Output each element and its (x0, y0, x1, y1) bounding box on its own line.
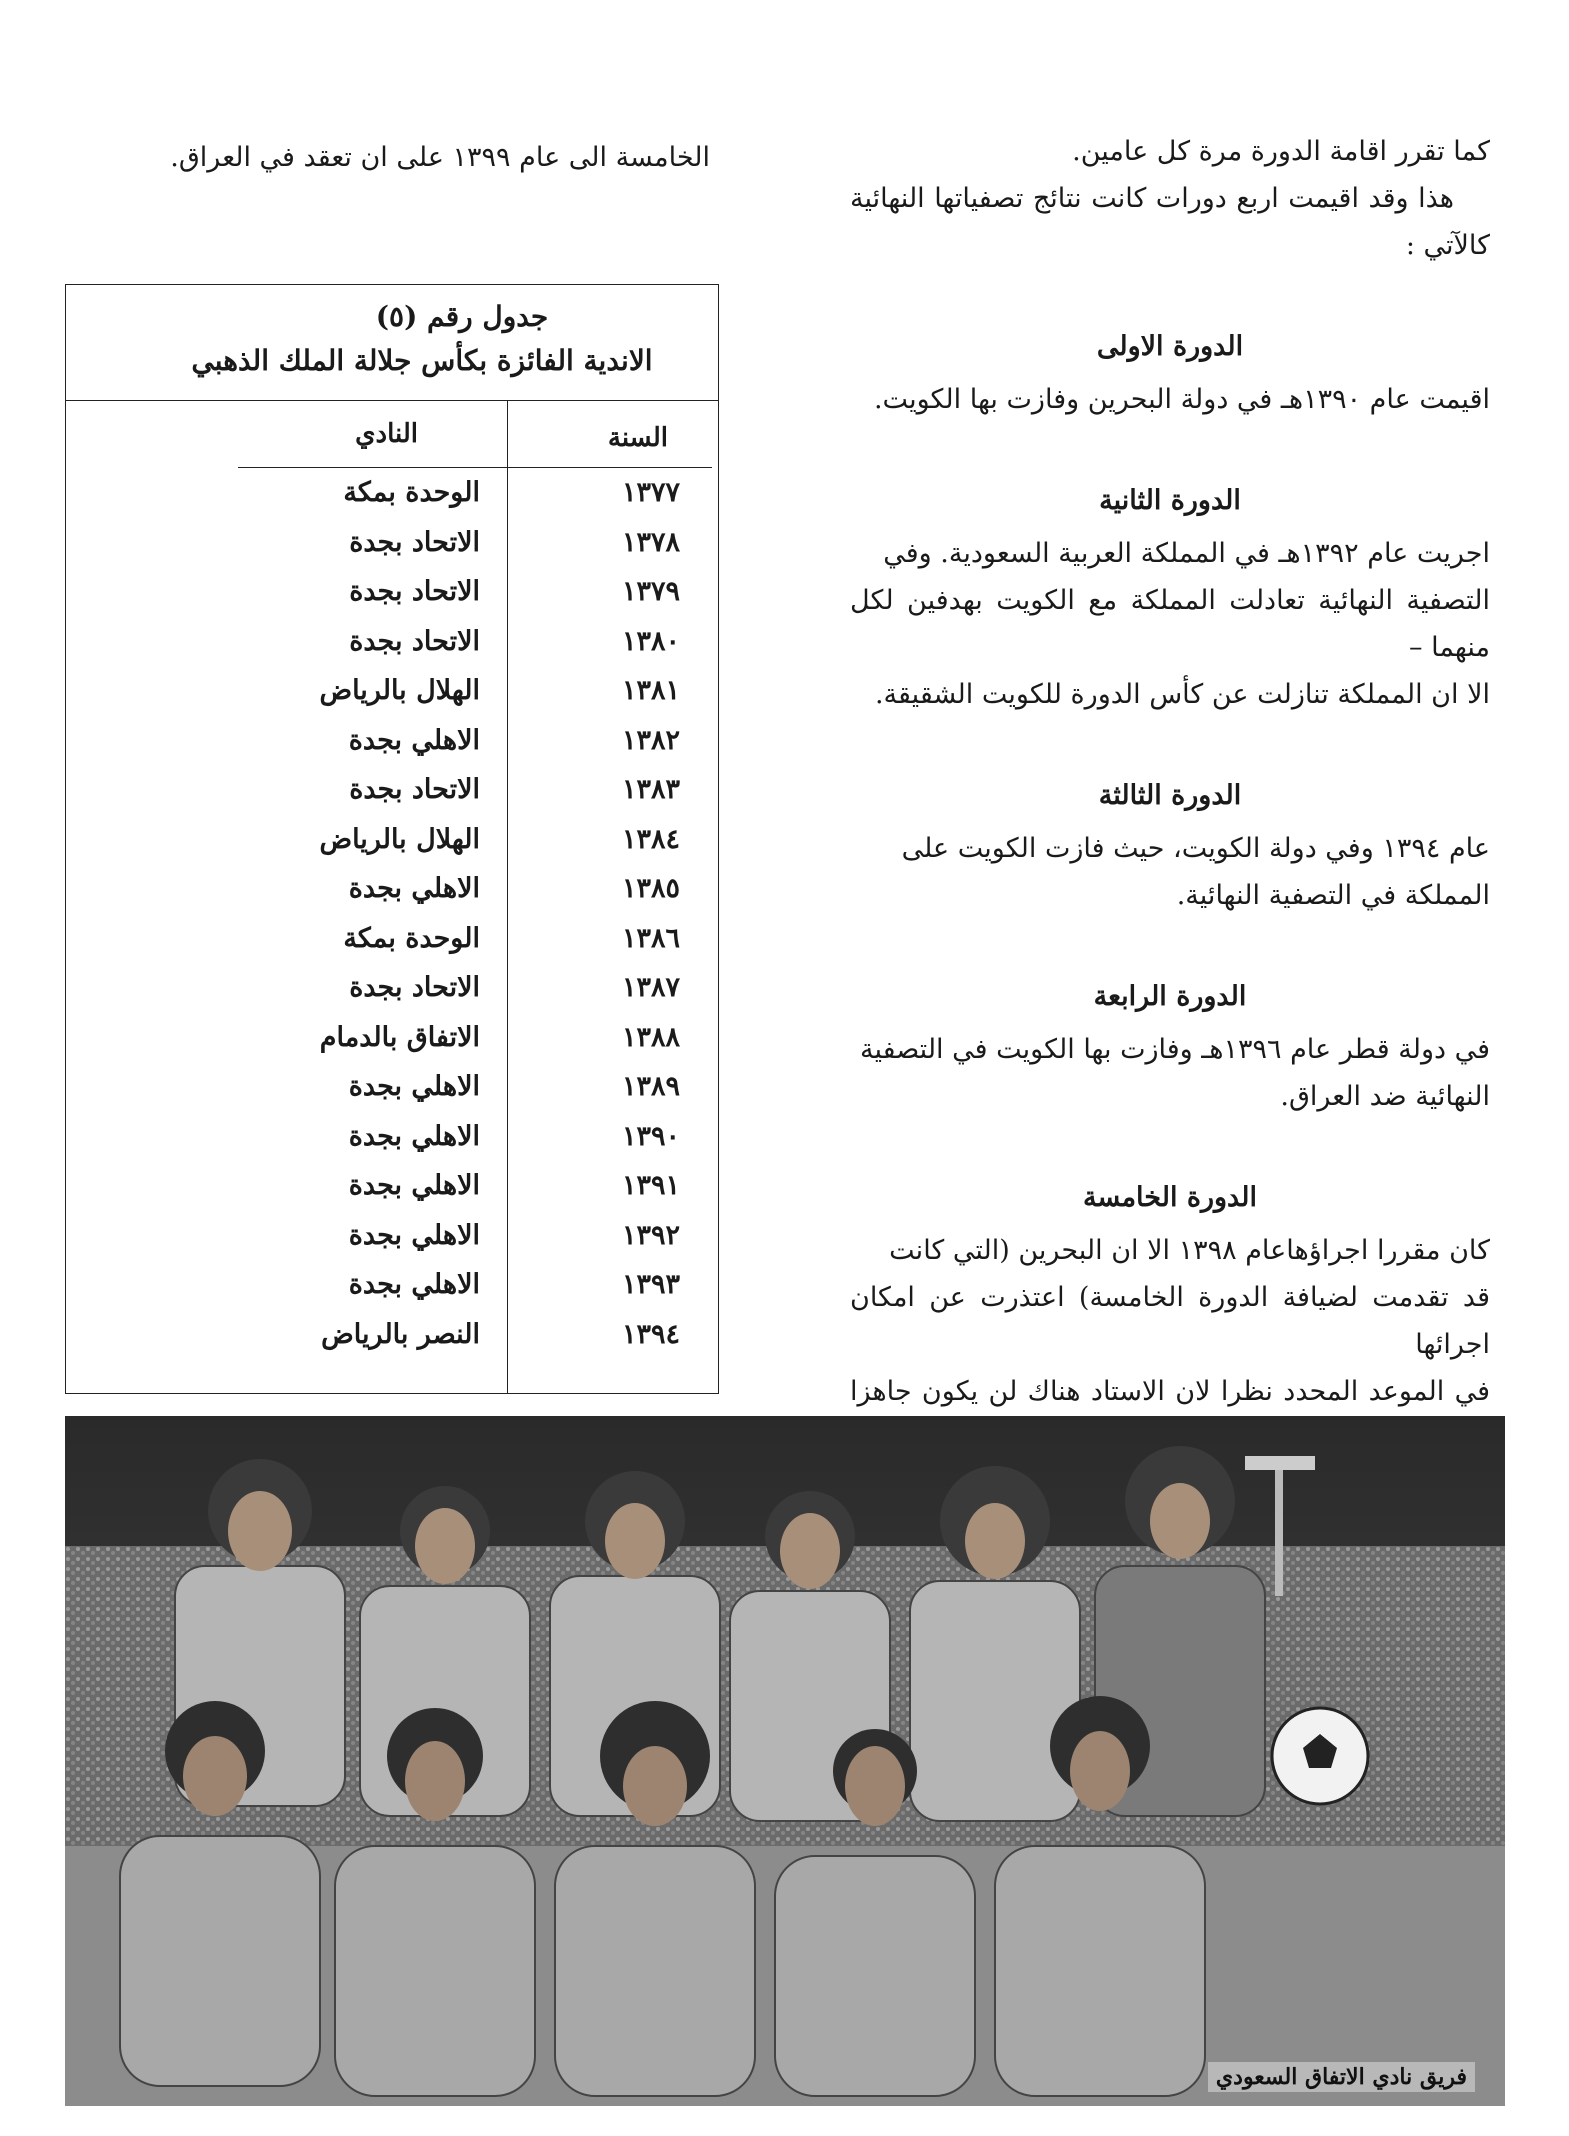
club-cell: النصر بالرياض (321, 1318, 480, 1350)
club-cell: الاتحاد بجدة (349, 972, 480, 1003)
section-title-2: الدورة الثانية (1099, 485, 1241, 516)
year-cell: ١٣٩٢ (621, 1219, 680, 1251)
year-column-header: السنة (607, 423, 668, 453)
year-cell: ١٣٨٧ (621, 972, 680, 1003)
section-1-line-1: اقيمت عام ١٣٩٠هـ في دولة البحرين وفازت بها الكويت. (873, 384, 1490, 415)
section-5-line-3: في الموعد المحدد نظرا لان الاستاد هناك لن يكون جاهزا (850, 1376, 1490, 1407)
section-4-line-2: النهائية ضد العراق. (1280, 1081, 1490, 1112)
year-cell: ١٣٧٨ (621, 526, 680, 558)
year-cell: ١٣٨٥ (621, 873, 680, 904)
column-headers (66, 401, 718, 467)
section-title-4: الدورة الرابعة (1093, 981, 1247, 1012)
year-cell: ١٣٧٧ (621, 477, 680, 508)
photo-caption: فريق نادي الاتفاق السعودي (1208, 2062, 1475, 2092)
section-3-line-1: عام ١٣٩٤ وفي دولة الكويت، حيث فازت الكويت على (901, 833, 1490, 864)
section-4-line-1: في دولة قطر عام ١٣٩٦هـ وفازت بها الكويت في التصفية (859, 1034, 1490, 1065)
year-cell: ١٣٨٦ (621, 922, 680, 954)
year-cell: ١٣٨٢ (621, 724, 680, 756)
table-row (68, 1115, 718, 1165)
table-number-title: جدول رقم (٥) (375, 300, 549, 333)
year-cell: ١٣٨٨ (621, 1021, 680, 1053)
club-cell: الاهلي بجدة (348, 724, 480, 756)
winners-table (65, 284, 719, 1394)
club-cell: الوحدة بمكة (343, 477, 480, 508)
year-cell: ١٣٨٩ (621, 1071, 680, 1102)
club-cell: الاهلي بجدة (348, 1269, 480, 1300)
table-row (68, 669, 718, 719)
year-cell: ١٣٨٠ (621, 625, 680, 657)
club-column-header: النادي (355, 419, 418, 449)
table-row (68, 1313, 718, 1363)
club-cell: الاتحاد بجدة (349, 526, 480, 558)
table-body (68, 471, 718, 1362)
section-2-line-2: التصفية النهائية تعادلت المملكة مع الكويت بهدفين لكل منهما – (850, 585, 1490, 663)
club-cell: الاهلي بجدة (348, 1219, 480, 1251)
table-row (68, 768, 718, 818)
table-row (68, 471, 718, 521)
table-row (68, 620, 718, 670)
intro-line: كما تقرر اقامة الدورة مرة كل عامين. (1072, 136, 1490, 167)
section-2-line-3: الا ان المملكة تنازلت عن كأس الدورة للكويت الشقيقة. (874, 679, 1490, 710)
club-cell: الاتحاد بجدة (349, 625, 480, 657)
table-row (68, 1164, 718, 1214)
table-row (68, 966, 718, 1016)
year-cell: ١٣٩٤ (621, 1318, 680, 1350)
year-cell: ١٣٨٤ (621, 823, 680, 855)
header-divider (238, 467, 712, 468)
table-header (66, 285, 718, 401)
section-5-line-2: قد تقدمت لضيافة الدورة الخامسة) اعتذرت عن امكان اجرائها (850, 1282, 1490, 1360)
section-title-1: الدورة الاولى (1096, 331, 1244, 362)
club-cell: الاهلي بجدة (348, 1071, 480, 1102)
section-title-3: الدورة الثالثة (1098, 780, 1242, 811)
right-text-column (850, 128, 1490, 1509)
club-cell: الاهلي بجدة (348, 873, 480, 904)
club-cell: الوحدة بمكة (343, 922, 480, 954)
table-row (68, 719, 718, 769)
table-row (68, 818, 718, 868)
club-cell: الاتحاد بجدة (349, 576, 480, 607)
year-cell: ١٣٨١ (621, 675, 680, 706)
team-photo-icon (65, 1416, 1505, 2106)
year-cell: ١٣٨٣ (621, 774, 680, 805)
table-row (68, 1065, 718, 1115)
section-3-line-2: المملكة في التصفية النهائية. (1176, 880, 1490, 911)
continuation-text: الخامسة الى عام ١٣٩٩ على ان تعقد في العراق. (170, 142, 710, 173)
club-cell: الاتحاد بجدة (349, 774, 480, 805)
team-photo (65, 1416, 1505, 2106)
club-cell: الهلال بالرياض (319, 675, 480, 706)
table-row (68, 521, 718, 571)
table-row (68, 917, 718, 967)
table-row (68, 570, 718, 620)
club-cell: الاتفاق بالدمام (319, 1021, 480, 1053)
club-cell: الهلال بالرياض (319, 823, 480, 855)
section-title-5: الدورة الخامسة (1083, 1182, 1257, 1213)
section-2-line-1: اجريت عام ١٣٩٢هـ في المملكة العربية السعودية. وفي (883, 538, 1490, 569)
year-cell: ١٣٩١ (621, 1170, 680, 1201)
table-caption: الاندية الفائزة بكأس جلالة الملك الذهبي (191, 344, 653, 377)
year-cell: ١٣٩٠ (621, 1120, 680, 1152)
club-cell: الاهلي بجدة (348, 1120, 480, 1152)
section-5-line-1: كان مقررا اجراؤهاعام ١٣٩٨ الا ان البحرين (التي كانت (889, 1235, 1490, 1266)
table-row (68, 1214, 718, 1264)
table-row (68, 867, 718, 917)
intro-paragraph: هذا وقد اقيمت اربع دورات كانت نتائج تصفياتها النهائية كالآتي : (850, 183, 1490, 261)
table-row (68, 1263, 718, 1313)
club-cell: الاهلي بجدة (348, 1170, 480, 1201)
table-row (68, 1016, 718, 1066)
year-cell: ١٣٩٣ (621, 1269, 680, 1300)
year-cell: ١٣٧٩ (621, 576, 680, 607)
